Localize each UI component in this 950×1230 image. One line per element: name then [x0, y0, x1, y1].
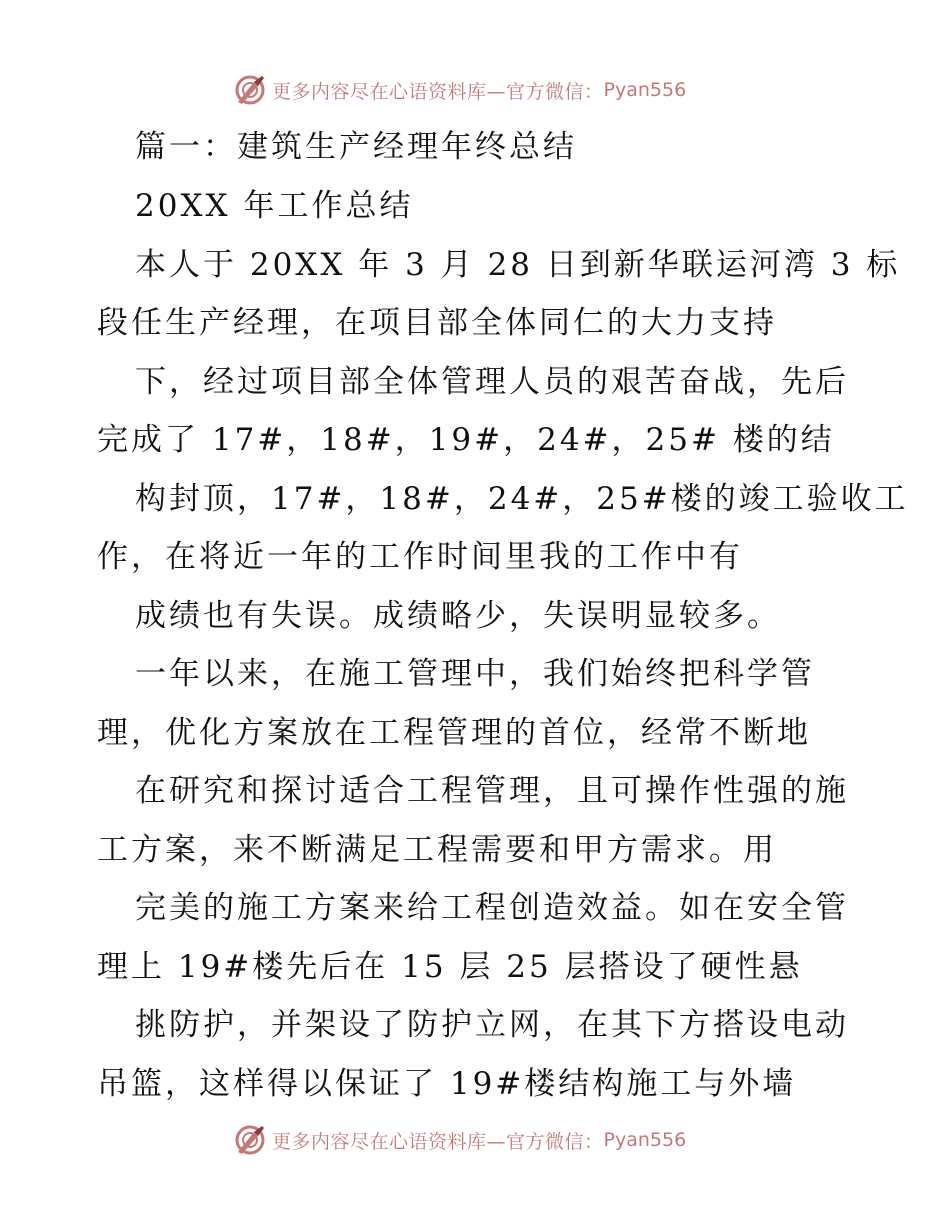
document-subtitle: 20XX 年工作总结: [135, 188, 414, 224]
watermark-text: 更多内容尽在心语资料库—官方微信：: [272, 80, 604, 103]
body-line: 吊篮，这样得以保证了 19#楼结构施工与外墙: [97, 1066, 797, 1102]
body-line: 一年以来，在施工管理中，我们始终把科学管: [135, 656, 815, 692]
header-watermark-banner: [0, 70, 950, 110]
pen-logo-icon: [232, 1122, 268, 1158]
body-line: 理上 19#楼先后在 15 层 25 层搭设了硬性悬: [97, 949, 803, 985]
body-line: 工方案，来不断满足工程需要和甲方需求。用: [97, 832, 777, 868]
watermark-text: 更多内容尽在心语资料库—官方微信：: [272, 1130, 604, 1153]
pen-logo-icon: [232, 72, 268, 108]
body-line: 在研究和探讨适合工程管理，且可操作性强的施: [135, 773, 849, 809]
body-line: 作，在将近一年的工作时间里我的工作中有: [97, 539, 743, 575]
body-line: 理，优化方案放在工程管理的首位，经常不断地: [97, 715, 811, 751]
body-line: 构封顶，17#，18#，24#，25#楼的竣工验收工: [135, 481, 909, 517]
watermark-wechat-id: Pyan556: [603, 1129, 687, 1151]
body-line: 完成了 17#，18#，19#，24#，25# 楼的结: [97, 422, 835, 458]
body-line: 下，经过项目部全体管理人员的艰苦奋战，先后: [135, 364, 849, 400]
body-line: 成绩也有失误。成绩略少，失误明显较多。: [135, 598, 781, 634]
footer-watermark-banner: [0, 1120, 950, 1160]
watermark-content: [232, 1120, 686, 1160]
body-line: 挑防护，并架设了防护立网，在其下方搭设电动: [135, 1007, 849, 1043]
body-line: 本人于 20XX 年 3 月 28 日到新华联运河湾 3 标: [135, 247, 901, 283]
document-title: 篇一：建筑生产经理年终总结: [135, 129, 577, 165]
watermark-wechat-id: Pyan556: [603, 79, 687, 101]
body-line: 完美的施工方案来给工程创造效益。如在安全管: [135, 890, 849, 926]
body-line: 段任生产经理，在项目部全体同仁的大力支持: [97, 305, 777, 341]
watermark-content: [232, 70, 686, 110]
